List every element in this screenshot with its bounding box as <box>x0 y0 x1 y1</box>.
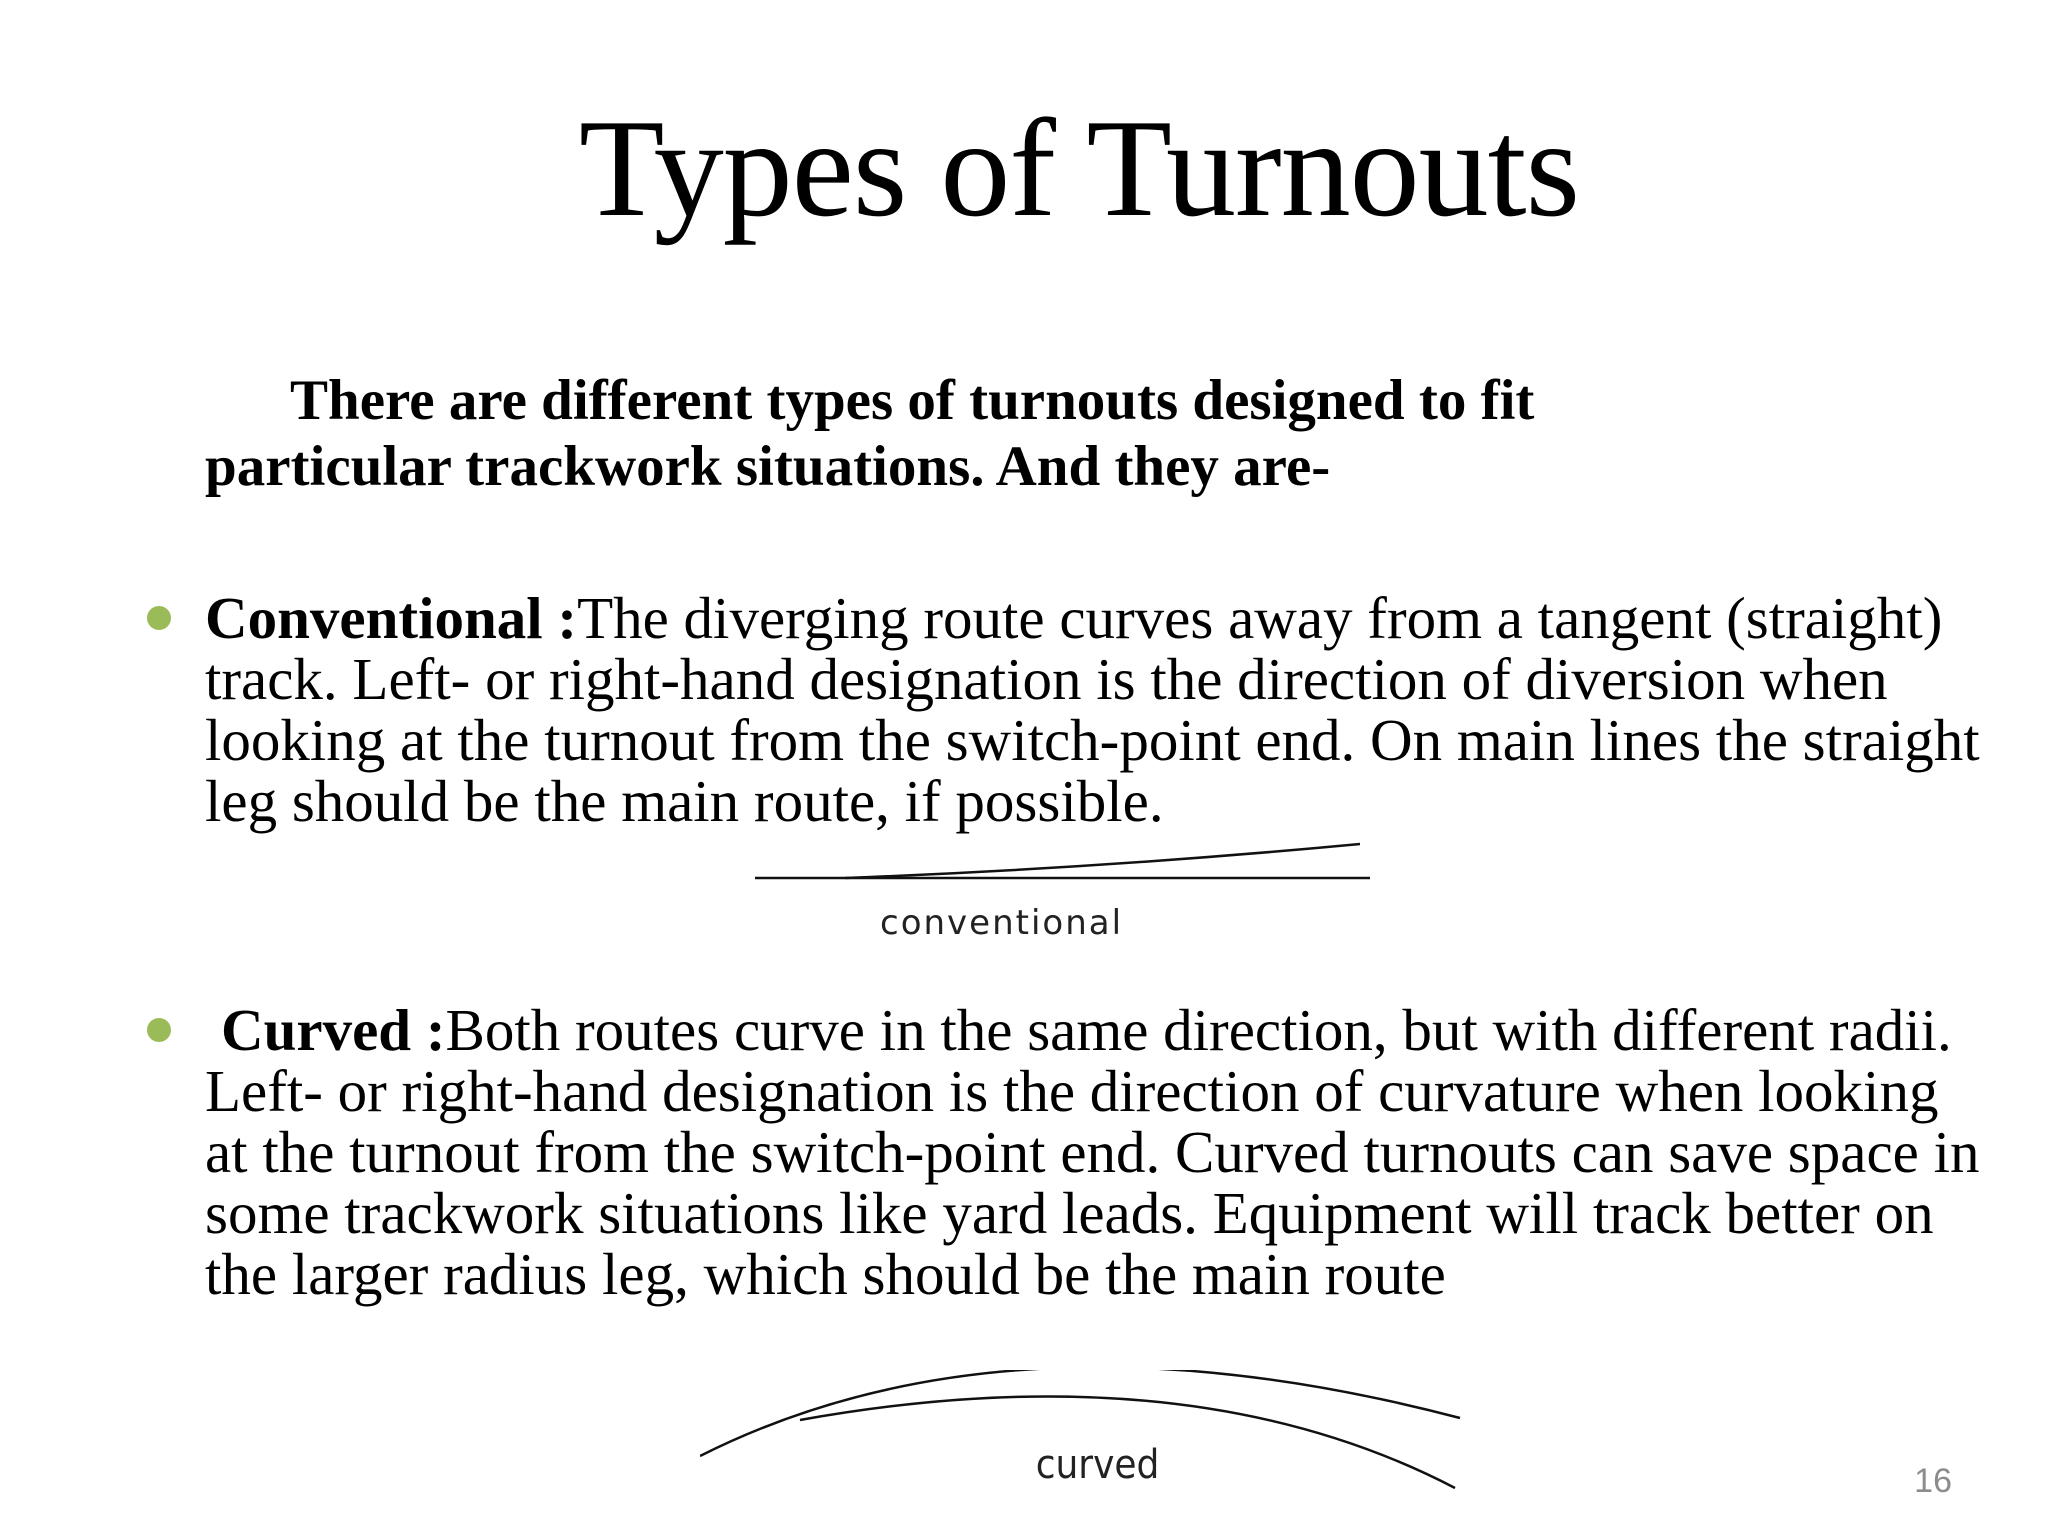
bullet-dot-icon <box>147 606 171 630</box>
bullet-conventional <box>205 585 1985 834</box>
intro-line-1: There are different types of turnouts designed to fit <box>290 369 1535 432</box>
bullet-dot-icon <box>147 1018 171 1042</box>
page-number: 16 <box>1914 1462 1952 1500</box>
slide-title: Types of Turnouts <box>578 91 1580 246</box>
curved-diagram-label: curved <box>1035 1441 1160 1488</box>
intro-paragraph <box>205 368 1905 500</box>
bullet-curved <box>205 997 1985 1307</box>
bullet-term-conventional: Conventional : <box>205 585 578 651</box>
diverging-track-line <box>845 844 1360 878</box>
bullet-term-curved: Curved : <box>221 997 446 1063</box>
curved-turnout-diagram <box>700 1370 1480 1510</box>
conventional-turnout-diagram <box>755 838 1375 958</box>
bullet-text-curved: Both routes curve in the same direction, but with different radii. Left- or right-hand designation is the direction of curvature when looking at the turnout from the switch-point end. Curved turnouts can save space in some trackwork situations like yard leads. Equipment will track better on the larger radius leg, which should be the main route <box>205 997 1980 1307</box>
bullet-text-conventional: The diverging route curves away from a tangent (straight) track. Left- or right-hand designation is the direction of diversion when looking at the turnout from the switch-point end. On main lines the straight leg should be the main route, if possible. <box>205 585 1980 834</box>
conventional-diagram-label: conventional <box>880 903 1124 943</box>
intro-line-2: particular trackwork situations. And they are- <box>205 435 1331 498</box>
